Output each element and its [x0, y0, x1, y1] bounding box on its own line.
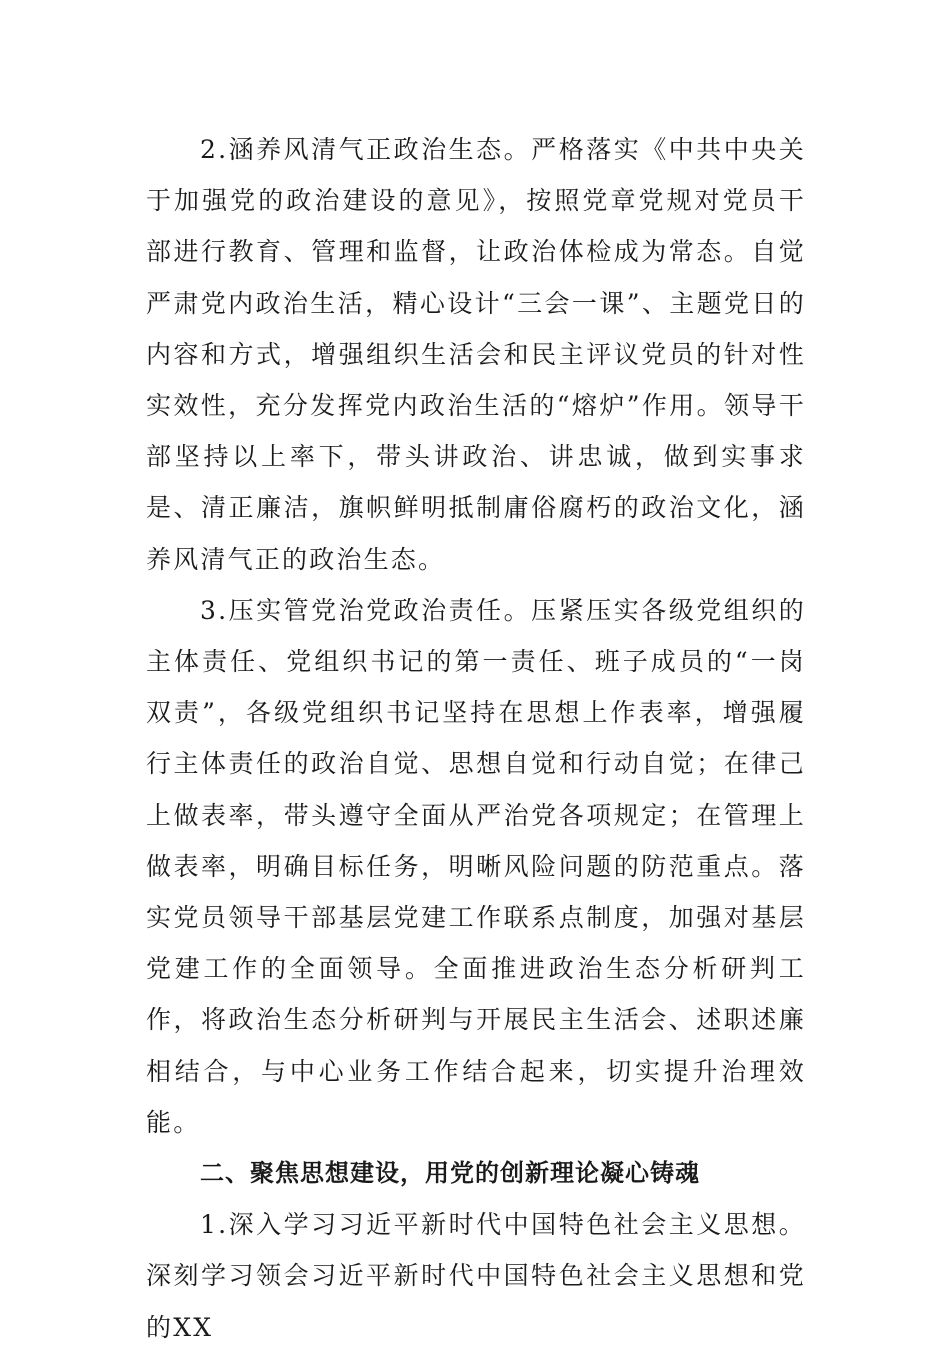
paragraph-political-ecology: 2.涵养风清气正政治生态。严格落实《中共中央关于加强党的政治建设的意见》，按照党章党规对党员干部进行教育、管理和监督，让政治体检成为常态。自觉严肃党内政治生活，精心设计“三会一课”、主题党日的内容和方式，增强组织生活会和民主评议党员的针对性实效性，充分发挥党内政治生活的“熔炉”作用。领导干部坚持以上率下，带头讲政治、讲忠诚，做到实事求是、清正廉洁，旗帜鲜明抵制庸俗腐朽的政治文化，涵养风清气正的政治生态。 — [146, 135, 806, 574]
document-body — [146, 124, 806, 1353]
paragraph-party-responsibility: 3.压实管党治党政治责任。压紧压实各级党组织的主体责任、党组织书记的第一责任、班子成员的“一岗双责”，各级党组织书记坚持在思想上作表率，增强履行主体责任的政治自觉、思想自觉和行动自觉；在律己上做表率，带头遵守全面从严治党各项规定；在管理上做表率，明确目标任务，明晰风险问题的防范重点。落实党员领导干部基层党建工作联系点制度，加强对基层党建工作的全面领导。全面推进政治生态分析研判工作，将政治生态分析研判与开展民主生活会、述职述廉相结合，与中心业务工作结合起来，切实提升治理效能。 — [146, 595, 806, 1137]
paragraph-study-thought: 1.深入学习习近平新时代中国特色社会主义思想。深刻学习领会习近平新时代中国特色社会主义思想和党的XX — [146, 1210, 806, 1342]
section-heading: 二、聚焦思想建设，用党的创新理论凝心铸魂 — [200, 1159, 700, 1188]
